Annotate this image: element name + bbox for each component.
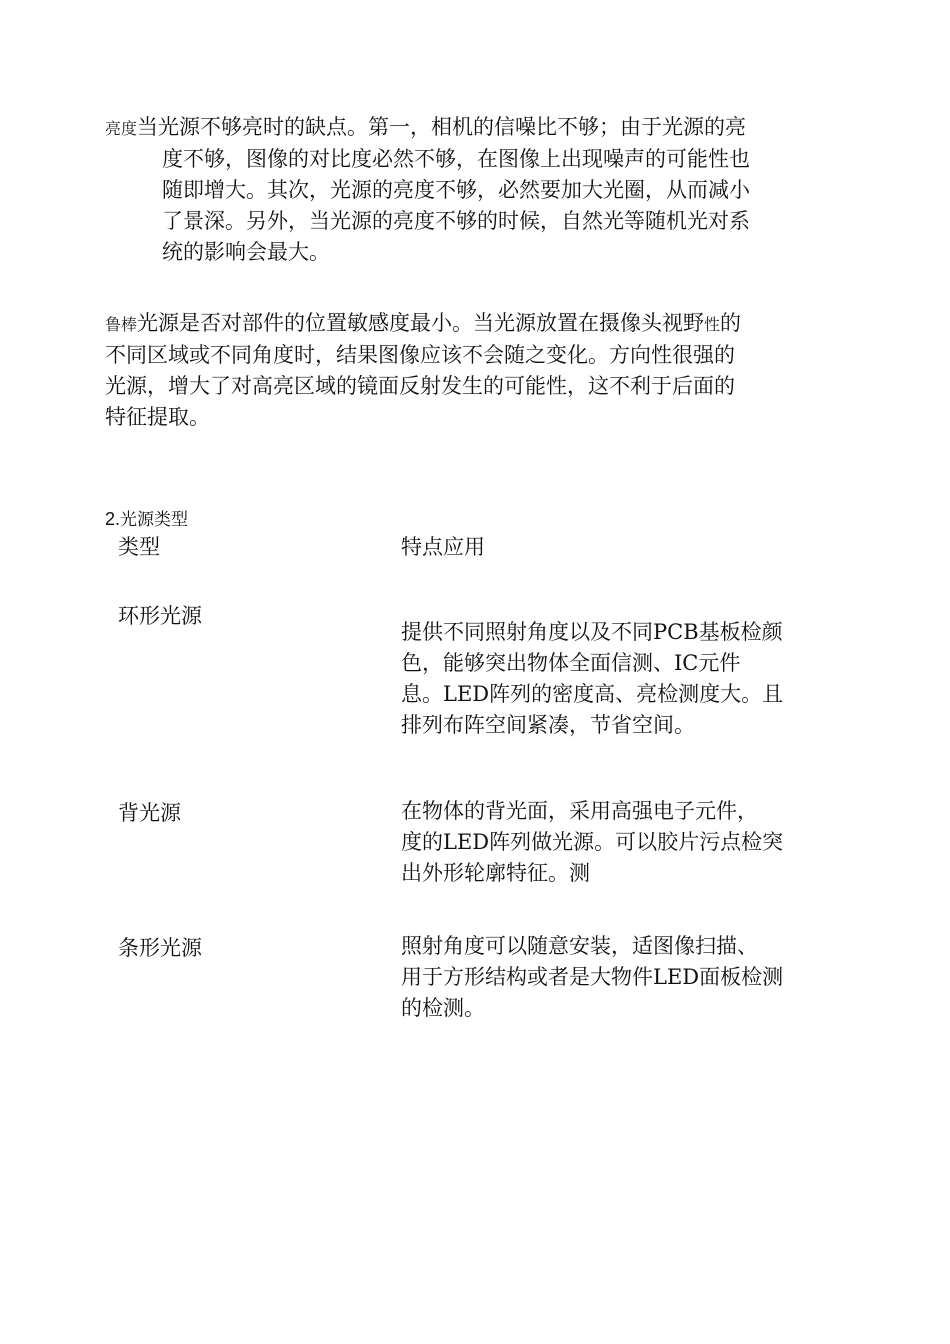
- desc-line: 提供不同照射角度以及不同PCB基板检颜: [401, 620, 783, 644]
- table-row-desc: [401, 796, 841, 889]
- desc-line: 息。LED阵列的密度高、亮检测度大。且: [401, 682, 784, 706]
- paragraph-line: 了景深。另外，当光源的亮度不够的时候，自然光等随机光对系: [162, 209, 750, 233]
- desc-line: 的检测。: [401, 996, 485, 1020]
- paragraph-text-small: 性: [704, 315, 721, 334]
- section-heading: [105, 505, 188, 530]
- table-row-type: 环形光源: [118, 604, 202, 628]
- table-row-type: 背光源: [118, 801, 181, 825]
- paragraph-text: 光源是否对部件的位置敏感度最小。当光源放置在摄像头视野: [137, 311, 705, 335]
- paragraph-line: 统的影响会最大。: [162, 240, 330, 264]
- paragraph-text: 当光源不够亮时的缺点。第一，相机的信噪比不够；由于光源的亮: [137, 115, 747, 139]
- paragraph-line: [105, 308, 835, 340]
- paragraph-line: [105, 112, 835, 144]
- table-header-features: 特点应用: [401, 535, 485, 559]
- paragraph-line: 特征提取。: [105, 405, 210, 429]
- table-header-type: 类型: [118, 535, 160, 559]
- paragraph-text: 的: [720, 311, 742, 335]
- table-row-type: 条形光源: [118, 936, 202, 960]
- paragraph-brightness: [105, 112, 835, 268]
- paragraph-line: 度不够，图像的对比度必然不够，在图像上出现噪声的可能性也: [162, 147, 750, 171]
- section-number: 2.: [105, 509, 121, 529]
- section-title: 光源类型: [120, 510, 189, 530]
- paragraph-line: 光源，增大了对高亮区域的镜面反射发生的可能性，这不利于后面的: [105, 374, 735, 398]
- paragraph-line: 随即增大。其次，光源的亮度不够，必然要加大光圈，从而减小: [162, 178, 750, 202]
- desc-line: 照射角度可以随意安装，适图像扫描、: [401, 934, 758, 958]
- paragraph-label: 亮度: [105, 119, 138, 138]
- table-row-desc: [401, 617, 841, 741]
- desc-line: 出外形轮廓特征。测: [401, 861, 590, 885]
- paragraph-line: 不同区域或不同角度时，结果图像应该不会随之变化。方向性很强的: [105, 343, 735, 367]
- desc-line: 度的LED阵列做光源。可以胶片污点检突: [401, 830, 784, 854]
- desc-line: 在物体的背光面，采用高强电子元件，: [401, 799, 758, 823]
- desc-line: 色，能够突出物体全面信测、IC元件: [401, 651, 741, 675]
- table-row-desc: [401, 931, 841, 1024]
- desc-line: 用于方形结构或者是大物件LED面板检测: [401, 965, 784, 989]
- paragraph-robustness: [105, 308, 835, 433]
- desc-line: 排列布阵空间紧凑，节省空间。: [401, 713, 695, 737]
- paragraph-label: 鲁棒: [105, 315, 138, 334]
